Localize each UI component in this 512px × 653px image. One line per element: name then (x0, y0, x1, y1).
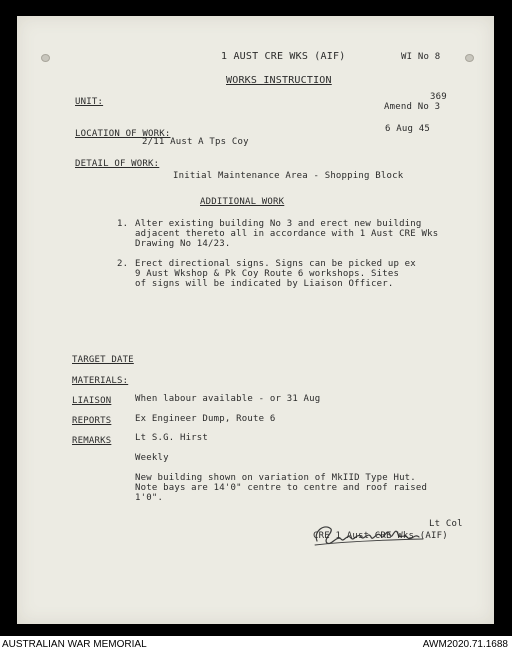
item-1-line-1: Alter existing building No 3 and erect new building (135, 219, 422, 229)
document-date: 6 Aug 45 (385, 124, 430, 134)
item-number: 2. (117, 259, 129, 269)
staple-hole-left (41, 54, 50, 62)
document-title: WORKS INSTRUCTION (226, 75, 332, 86)
additional-work-heading: ADDITIONAL WORK (200, 197, 285, 207)
materials-label: MATERIALS: (72, 376, 129, 386)
reports-value: Weekly (135, 453, 169, 463)
unit-label: UNIT: (75, 97, 104, 107)
unit-heading: 1 AUST CRE WKS (AIF) (221, 51, 346, 62)
reference-number: 369 (430, 92, 447, 102)
institution-name: AUSTRALIAN WAR MEMORIAL (2, 639, 147, 650)
detail-value: Initial Maintenance Area - Shopping Block (173, 171, 404, 181)
reports-label: REPORTS (72, 416, 112, 426)
document-page (17, 16, 494, 624)
accession-number: AWM2020.71.1688 (422, 639, 508, 650)
detail-label: DETAIL OF WORK: (75, 159, 160, 169)
item-1-line-2: adjacent thereto all in accordance with 1 Aust CRE Wks (135, 229, 439, 239)
target-date-label: TARGET DATE (72, 355, 134, 365)
location-label: LOCATION OF WORK: (75, 129, 171, 139)
signature-block: CRE 1 Aust CRE Wks (AIF) (313, 531, 448, 541)
amendment-number: Amend No 3 (384, 102, 441, 112)
remarks-line-2: Note bays are 14'0" centre to centre and roof raised (135, 483, 428, 493)
item-1-line-3: Drawing No 14/23. (135, 239, 231, 249)
target-date-value: When labour available - or 31 Aug (135, 394, 321, 404)
remarks-line-3: 1'0". (135, 493, 164, 503)
liaison-value: Lt S.G. Hirst (135, 433, 209, 443)
item-2-line-2: 9 Aust Wkshop & Pk Coy Route 6 workshops. Sites (135, 269, 400, 279)
location-value: 2/11 Aust A Tps Coy (142, 137, 249, 147)
remarks-label: REMARKS (72, 436, 112, 446)
item-2-line-3: of signs will be indicated by Liaison Officer. (135, 279, 394, 289)
archive-footer (0, 636, 512, 653)
materials-value: Ex Engineer Dump, Route 6 (135, 414, 276, 424)
remarks-line-1: New building shown on variation of MkIID Type Hut. (135, 473, 416, 483)
wi-number: WI No 8 (401, 52, 441, 62)
rank: Lt Col (429, 519, 463, 529)
staple-hole-right (465, 54, 474, 62)
liaison-label: LIAISON (72, 396, 112, 406)
item-number: 1. (117, 219, 129, 229)
item-2-line-1: Erect directional signs. Signs can be picked up ex (135, 259, 416, 269)
